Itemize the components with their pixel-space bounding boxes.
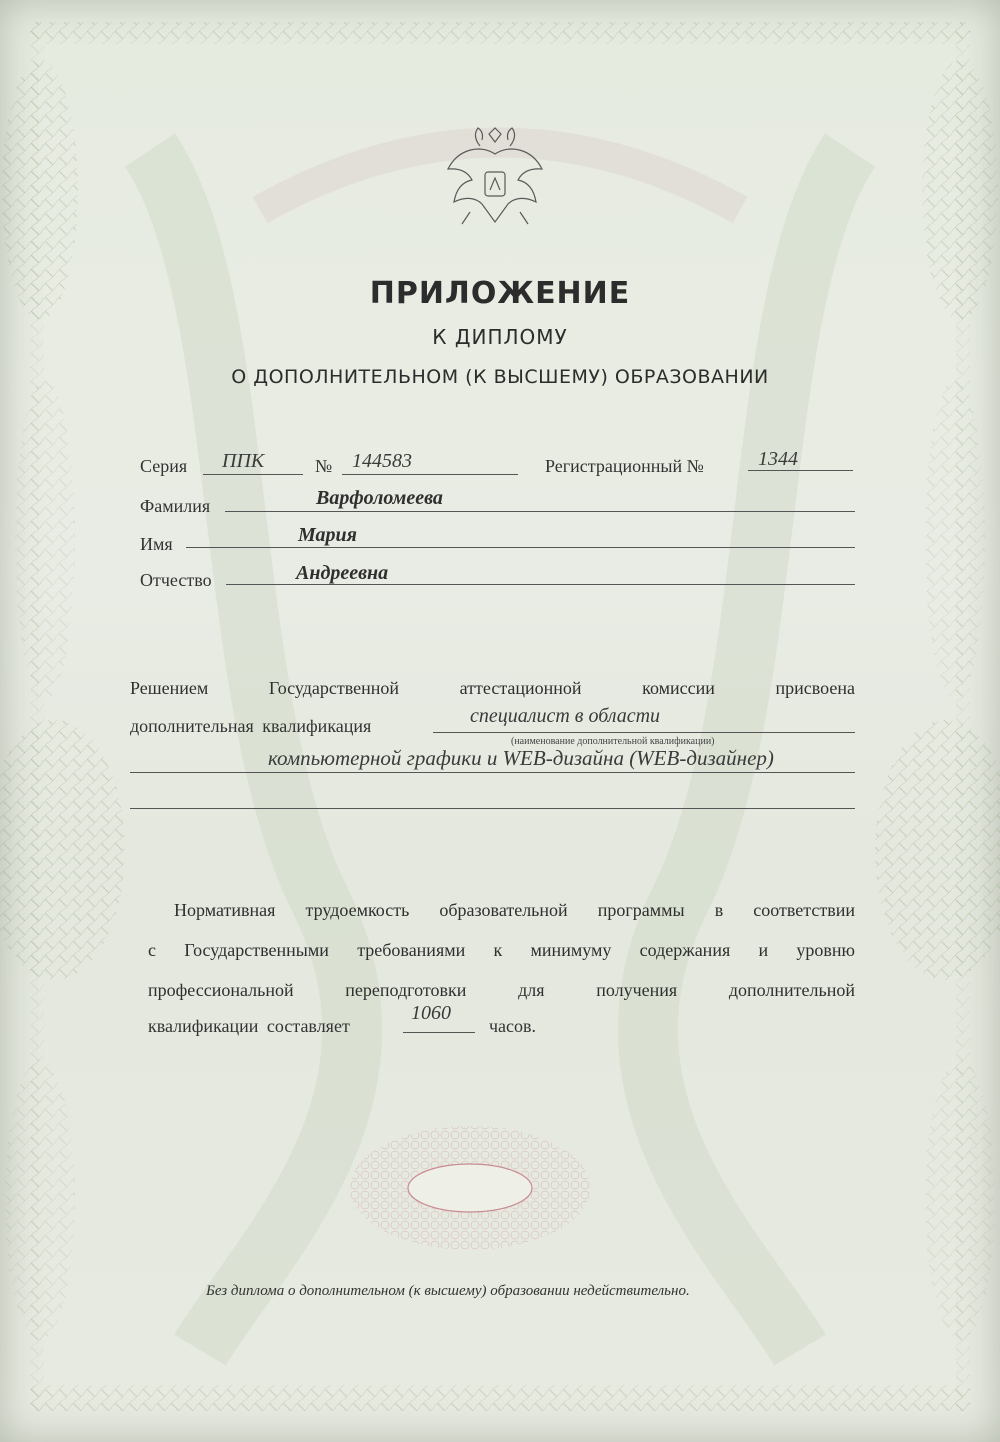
document-title: ПРИЛОЖЕНИЕ [369, 276, 631, 311]
coat-of-arms-icon [440, 124, 550, 234]
qualification-label: дополнительная квалификация [130, 716, 372, 736]
patronymic-label: Отчество [140, 570, 212, 590]
qualification-value-2: компьютерной графики и WEB-дизайна (WEB-дизайнер) [268, 746, 774, 770]
workload-line-4-prefix: квалификации составляет [148, 1016, 350, 1036]
decision-line-1: Решением Государственной аттестационной комиссии присвоена [130, 678, 855, 698]
series-label: Серия [140, 456, 188, 476]
registration-label: Регистрационный № [545, 456, 704, 476]
name-value: Мария [298, 524, 357, 546]
workload-line-2: с Государственными требованиями к минимуму содержания и уровню [148, 940, 855, 960]
document-subtitle-2: О ДОПОЛНИТЕЛЬНОМ (К ВЫСШЕМУ) ОБРАЗОВАНИИ [231, 366, 769, 388]
workload-line-1: Нормативная трудоемкость образовательной программы в соответствии [174, 900, 855, 920]
surname-label: Фамилия [140, 496, 211, 516]
registration-value: 1344 [758, 448, 798, 470]
number-label: № [315, 456, 333, 476]
workload-line-4-suffix: часов. [489, 1016, 537, 1036]
hours-value: 1060 [411, 1002, 451, 1024]
name-label: Имя [140, 534, 173, 554]
document-subtitle: К ДИПЛОМУ [432, 325, 568, 349]
qualification-hint: (наименование дополнительной квалификации) [511, 736, 715, 747]
surname-value: Варфоломеева [316, 487, 443, 509]
workload-line-3: профессиональной переподготовки для получения дополнительной [148, 980, 855, 1000]
patronymic-value: Андреевна [296, 562, 389, 584]
number-value: 144583 [352, 450, 412, 472]
qualification-value-1: специалист в области [470, 705, 661, 727]
footer-note: Без диплома о дополнительном (к высшему) образовании недействительно. [206, 1283, 690, 1299]
series-value: ППК [222, 450, 265, 472]
